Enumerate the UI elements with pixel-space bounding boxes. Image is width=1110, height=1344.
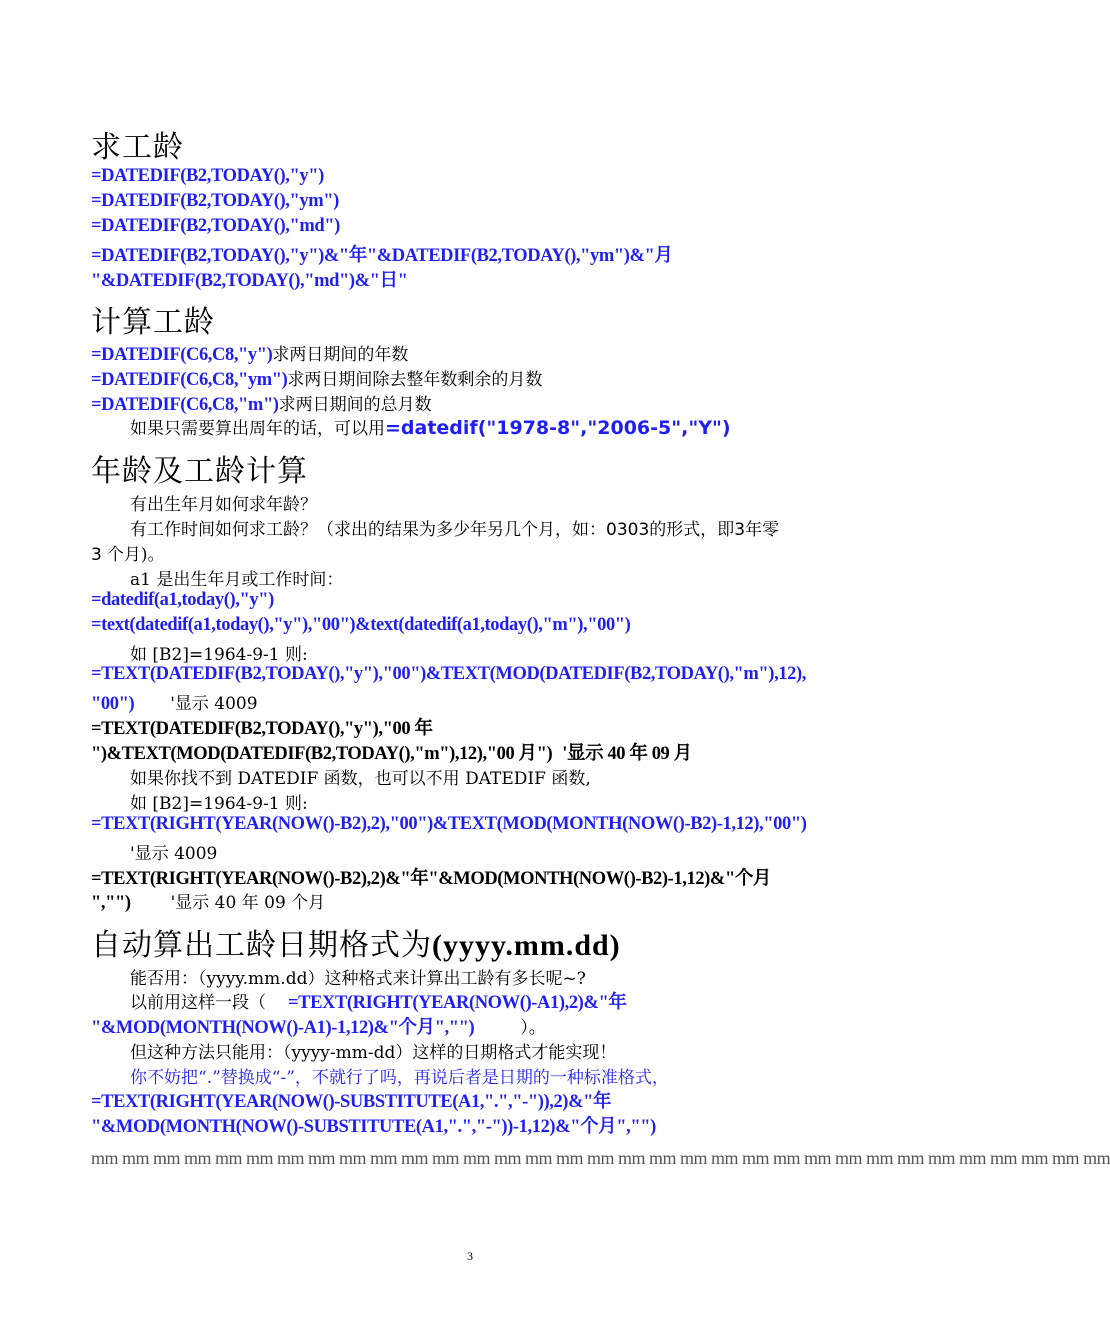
formula-line: =DATEDIF(B2,TODAY(),"ym") (91, 191, 339, 211)
result-note: '显示 4009 (170, 694, 258, 714)
paragraph-text: a1 是出生年月或工作时间： (130, 570, 344, 590)
paragraph-text: 如果只需要算出周年的话，可以用 (130, 419, 385, 439)
formula-row (91, 340, 408, 366)
formula-description: 求两日期间的总月数 (278, 395, 432, 415)
result-note: '显示 40 年 09 月 (562, 744, 692, 764)
example-code: 0303 (606, 520, 650, 540)
heading-age-seniority: 年龄及工龄计算 (91, 454, 308, 489)
heading-calc-seniority: 计算工龄 (91, 305, 215, 340)
number: 3 (91, 545, 102, 565)
formula-row (91, 689, 258, 715)
formula-row (91, 1013, 546, 1039)
answer-text: 你不妨把“.”替换成“-”，不就行了吗，再说后者是日期的一种标准格式， (130, 1068, 669, 1088)
formula-row (91, 739, 692, 765)
text-row (130, 515, 779, 540)
formula-line: =datedif(a1,today(),"y") (91, 590, 274, 610)
formula: =DATEDIF(C6,C8,"y") (91, 345, 273, 365)
formula-line: =TEXT(RIGHT(YEAR(NOW()-B2),2),"00")&TEXT(MOD(MONTH(NOW()-B2)-1,12),"00") (91, 814, 807, 834)
heading-text: 自动算出工龄日期格式为 (91, 928, 432, 963)
formula-line: =TEXT(RIGHT(YEAR(NOW()-SUBSTITUTE(A1,".","-")),2)&"年 (91, 1092, 612, 1112)
result-note: '显示 4009 (130, 844, 218, 864)
formula: ","") (91, 893, 131, 913)
text-row (91, 540, 165, 565)
paragraph-text: 如 [B2]=1964-9-1 则: (130, 645, 308, 665)
result-note: '显示 40 年 09 个月 (170, 893, 326, 913)
formula-description: 求两日期间的年数 (272, 345, 409, 365)
paragraph-text: 以前用这样一段（ (130, 993, 266, 1013)
formula-row (91, 390, 432, 416)
text-row (130, 414, 731, 439)
formula-line: "&MOD(MONTH(NOW()-SUBSTITUTE(A1,".","-"))-1,12)&"个月","") (91, 1117, 656, 1137)
paragraph-text: 有出生年月如何求年龄？ (130, 495, 317, 515)
formula-line: =TEXT(RIGHT(YEAR(NOW()-B2),2)&"年"&MOD(MONTH(NOW()-B2)-1,12)&"个月 (91, 869, 772, 889)
formula-row (91, 888, 325, 914)
paragraph-text: 如 [B2]=1964-9-1 则: (130, 794, 308, 814)
formula-line: =TEXT(DATEDIF(B2,TODAY(),"y"),"00")&TEXT(MOD(DATEDIF(B2,TODAY(),"m"),12), (91, 664, 806, 684)
formula-row (91, 365, 542, 391)
paragraph-text: 如果你找不到 DATEDIF 函数，也可以不用 DATEDIF 函数, (130, 769, 591, 789)
formula: ")&TEXT(MOD(DATEDIF(B2,TODAY(),"m"),12),"00 月") (91, 744, 553, 764)
formula-line: =DATEDIF(B2,TODAY(),"md") (91, 216, 340, 236)
formula-line: =DATEDIF(B2,TODAY(),"y") (91, 166, 324, 186)
formula: =datedif("1978-8","2006-5","Y") (385, 417, 731, 439)
paragraph-text: 有工作时间如何求工龄？（求出的结果为多少年另几个月，如： (130, 520, 606, 540)
paragraph-text: ）。 (520, 1018, 546, 1038)
formula-description: 求两日期间除去整年数剩余的月数 (287, 370, 543, 390)
heading-date-format (91, 920, 621, 964)
separator-text: mm mm mm mm mm mm mm mm mm mm mm mm mm mm mm mm mm mm mm mm mm mm mm mm mm mm mm mm mm mm mm mm mm (91, 1148, 1110, 1168)
formula: =TEXT(RIGHT(YEAR(NOW()-A1),2)&"年 (288, 993, 627, 1013)
formula: =DATEDIF(C6,C8,"ym") (91, 370, 288, 390)
text-row (130, 988, 626, 1014)
formula-line: =TEXT(DATEDIF(B2,TODAY(),"y"),"00 年 (91, 719, 433, 739)
heading-format: (yyyy.mm.dd) (432, 929, 621, 962)
paragraph-text: 能否用：（yyyy.mm.dd）这种格式来计算出工龄有多长呢~? (130, 969, 586, 989)
paragraph-text: 但这种方法只能用：（yyyy-mm-dd）这样的日期格式才能实现！ (130, 1043, 617, 1063)
page-number: 3 (467, 1249, 473, 1263)
heading-seniority: 求工龄 (91, 130, 184, 165)
formula: =DATEDIF(C6,C8,"m") (91, 395, 279, 415)
paragraph-text: 的形式，即 (649, 520, 735, 540)
number: 3 (734, 520, 746, 540)
formula: "&MOD(MONTH(NOW()-A1)-1,12)&"个月","") (91, 1018, 475, 1038)
paragraph-text: 年零 (745, 520, 780, 540)
formula-line: =DATEDIF(B2,TODAY(),"y")&"年"&DATEDIF(B2,TODAY(),"ym")&"月 (91, 246, 673, 266)
formula-line: =text(datedif(a1,today(),"y"),"00")&text(datedif(a1,today(),"m"),"00") (91, 615, 631, 635)
paragraph-text: 个月)。 (106, 545, 165, 565)
formula: "00") (91, 694, 135, 714)
formula-line: "&DATEDIF(B2,TODAY(),"md")&"日" (91, 271, 408, 291)
